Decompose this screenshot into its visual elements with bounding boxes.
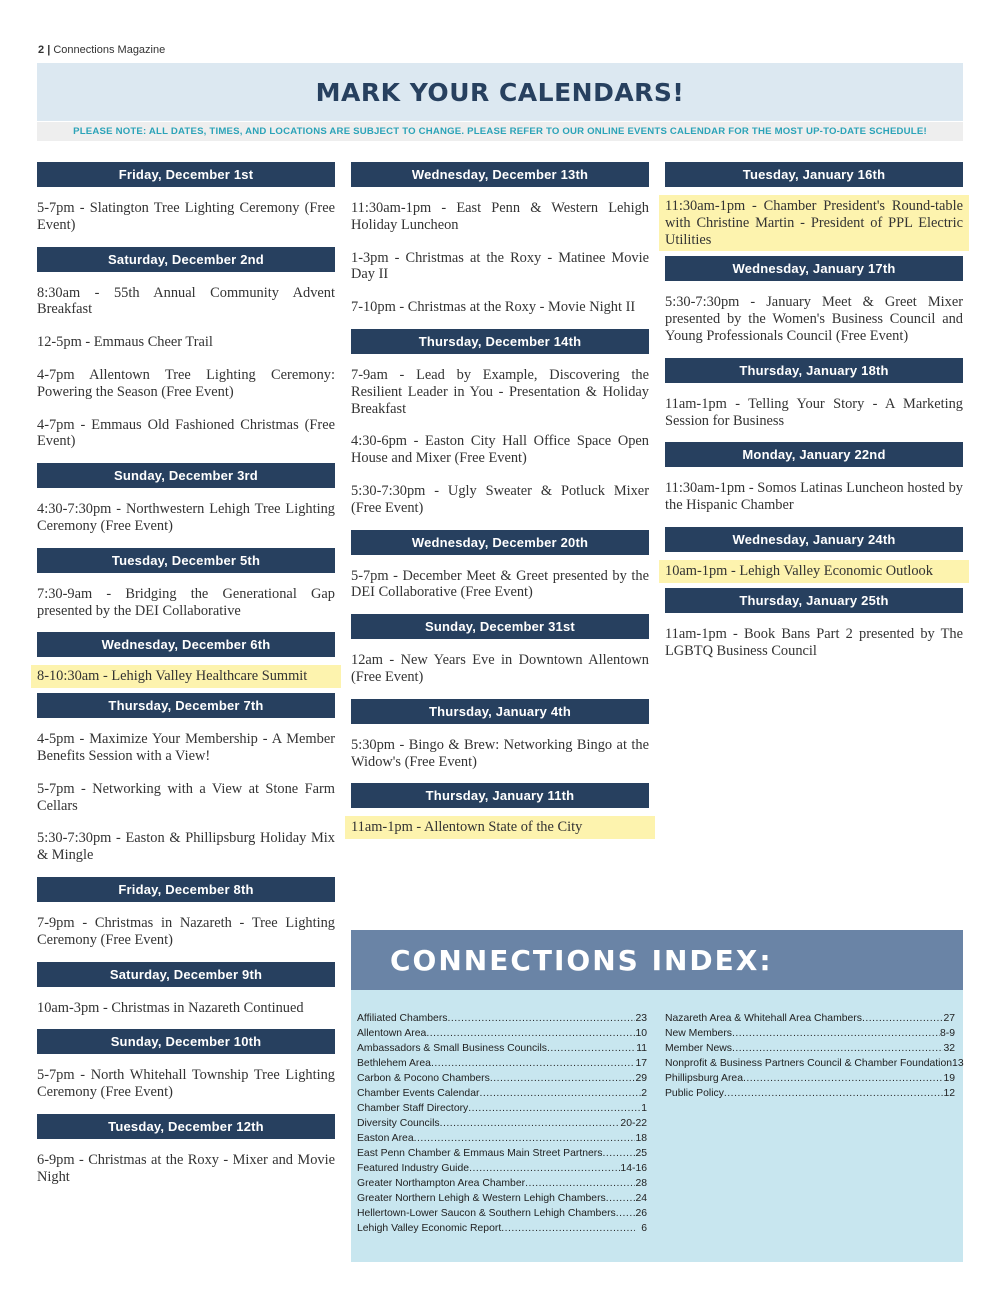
index-entry [357, 1028, 647, 1043]
index-entry [665, 1043, 955, 1058]
day-header: Monday, January 22nd [665, 442, 963, 467]
day-header: Wednesday, December 6th [37, 632, 335, 657]
index-entry-name: Allentown Area [357, 1028, 427, 1039]
index-leader-dots [606, 1193, 636, 1204]
event-item: 5-7pm - Networking with a View at Stone Farm Cellars [37, 780, 335, 814]
day-header: Saturday, December 2nd [37, 247, 335, 272]
event-item: 4:30-7:30pm - Northwestern Lehigh Tree Lighting Ceremony (Free Event) [37, 501, 335, 534]
index-entry-name: Public Policy [665, 1088, 724, 1099]
day-header: Wednesday, January 17th [665, 256, 963, 281]
index-entry-name: Easton Area [357, 1133, 414, 1144]
index-entry-page: 17 [635, 1058, 647, 1069]
index-entry-name: Phillipsburg Area [665, 1073, 743, 1084]
index-entry [357, 1058, 647, 1073]
index-leader-dots [469, 1163, 620, 1174]
page-number: 2 [38, 44, 45, 56]
event-item: 12am - New Years Eve in Downtown Allentown (Free Event) [351, 652, 649, 685]
index-entry-page: 6 [635, 1223, 647, 1234]
index-leader-dots [479, 1088, 641, 1099]
day-header: Thursday, January 4th [351, 699, 649, 724]
schedule-note: PLEASE NOTE: ALL DATES, TIMES, AND LOCATIONS ARE SUBJECT TO CHANGE. PLEASE REFER TO OUR ONLINE EVENTS CALENDAR FOR THE MOST UP-TO-DATE SCHEDULE! [73, 126, 927, 137]
index-entry-name: Carbon & Pocono Chambers [357, 1073, 490, 1084]
index-entry [665, 1013, 955, 1028]
index-entry-name: Chamber Staff Directory [357, 1103, 469, 1114]
index-leader-dots [414, 1133, 636, 1144]
index-entry [357, 1118, 647, 1133]
index-entry [357, 1208, 647, 1223]
calendar-column-1 [37, 162, 335, 1199]
index-leader-dots [547, 1043, 636, 1054]
index-leader-dots [602, 1148, 635, 1159]
index-entry [357, 1088, 647, 1103]
event-item: 7-9am - Lead by Example, Discovering the Resilient Leader in You - Presentation & Holiday Breakfast [351, 366, 649, 417]
day-header: Friday, December 8th [37, 877, 335, 902]
day-header: Thursday, January 25th [665, 588, 963, 613]
highlighted-event: 11:30am-1pm - Chamber President's Round-table with Christine Martin - President of PPL Electric Utilities [659, 195, 969, 251]
day-header: Wednesday, December 13th [351, 162, 649, 187]
event-item: 8:30am - 55th Annual Community Advent Breakfast [37, 284, 335, 318]
day-header: Tuesday, December 12th [37, 1114, 335, 1139]
event-item: 5-7pm - North Whitehall Township Tree Lighting Ceremony (Free Event) [37, 1067, 335, 1101]
index-entry-name: Bethlehem Area [357, 1058, 431, 1069]
index-entry-name: Ambassadors & Small Business Councils [357, 1043, 547, 1054]
calendar-column-2 [351, 162, 649, 844]
page-folio [38, 44, 165, 56]
index-leader-dots [501, 1223, 635, 1234]
index-leader-dots [525, 1178, 635, 1189]
index-entry-name: Lehigh Valley Economic Report [357, 1223, 502, 1234]
day-header: Thursday, January 11th [351, 783, 649, 808]
day-header: Friday, December 1st [37, 162, 335, 187]
day-header: Sunday, December 10th [37, 1029, 335, 1054]
index-entry [665, 1058, 964, 1073]
event-item: 5-7pm - Slatington Tree Lighting Ceremony (Free Event) [37, 200, 335, 233]
index-leader-dots [468, 1103, 641, 1114]
index-entry-page: 14-16 [620, 1163, 647, 1174]
calendar-banner [37, 63, 963, 121]
highlighted-event: 11am-1pm - Allentown State of the City [345, 816, 655, 839]
event-item: 5:30-7:30pm - January Meet & Greet Mixer presented by the Women's Business Council and Young Professionals Council (Free Event) [665, 294, 963, 344]
day-header: Tuesday, December 5th [37, 548, 335, 573]
event-item: 4-5pm - Maximize Your Membership - A Member Benefits Session with a View! [37, 731, 335, 764]
index-entry-name: Nonprofit & Business Partners Council & Chamber Foundation [665, 1058, 953, 1069]
index-leader-dots [732, 1028, 940, 1039]
event-item: 5-7pm - December Meet & Greet presented by the DEI Collaborative (Free Event) [351, 567, 649, 601]
event-item: 5:30-7:30pm - Easton & Phillipsburg Holiday Mix & Mingle [37, 830, 335, 864]
day-header: Wednesday, January 24th [665, 527, 963, 552]
index-header [351, 930, 963, 990]
index-entry [357, 1193, 647, 1208]
index-entry [357, 1043, 647, 1058]
day-header: Thursday, January 18th [665, 358, 963, 383]
index-entry-page: 8-9 [939, 1028, 955, 1039]
index-entry [357, 1163, 647, 1178]
index-entry [357, 1103, 647, 1118]
index-entry-name: Chamber Events Calendar [357, 1088, 480, 1099]
index-leader-dots [440, 1118, 621, 1129]
index-entry-page: 20-22 [620, 1118, 647, 1129]
day-header: Sunday, December 31st [351, 614, 649, 639]
event-item: 11am-1pm - Book Bans Part 2 presented by The LGBTQ Business Council [665, 625, 963, 659]
index-entry [357, 1133, 647, 1148]
day-header: Thursday, December 14th [351, 329, 649, 354]
index-entry-name: New Members [665, 1028, 732, 1039]
index-list-right [665, 1013, 964, 1103]
index-entry-page: 26 [635, 1208, 647, 1219]
event-item: 6-9pm - Christmas at the Roxy - Mixer and Movie Night [37, 1151, 335, 1185]
index-entry-name: Affiliated Chambers [357, 1013, 448, 1024]
index-leader-dots [724, 1088, 944, 1099]
index-entry-page: 29 [635, 1073, 647, 1084]
schedule-note-bar [37, 122, 963, 141]
index-entry-name: Diversity Councils [357, 1118, 440, 1129]
event-item: 5:30pm - Bingo & Brew: Networking Bingo at the Widow's (Free Event) [351, 736, 649, 770]
index-entry [357, 1013, 647, 1028]
page-title: MARK YOUR CALENDARS! [315, 77, 685, 107]
index-entry [357, 1178, 647, 1193]
index-entry-page: 10 [635, 1028, 647, 1039]
index-entry-page: 2 [641, 1088, 647, 1099]
event-item: 7:30-9am - Bridging the Generational Gap presented by the DEI Collaborative [37, 585, 335, 619]
index-entry-page: 19 [943, 1073, 955, 1084]
index-leader-dots [447, 1013, 635, 1024]
index-entry-name: Greater Northern Lehigh & Western Lehigh Chambers [357, 1193, 606, 1204]
index-leader-dots [616, 1208, 636, 1219]
event-item: 12-5pm - Emmaus Cheer Trail [37, 334, 213, 351]
index-entry-page: 18 [635, 1133, 647, 1144]
day-header: Tuesday, January 16th [665, 162, 963, 187]
day-header: Thursday, December 7th [37, 693, 335, 718]
publication-name: Connections Magazine [53, 44, 166, 56]
event-item: 11am-1pm - Telling Your Story - A Marketing Session for Business [665, 395, 963, 429]
day-header: Sunday, December 3rd [37, 463, 335, 488]
index-entry-name: Member News [665, 1043, 732, 1054]
highlighted-event: 10am-1pm - Lehigh Valley Economic Outlook [659, 560, 969, 583]
event-item: 4-7pm Allentown Tree Lighting Ceremony: Powering the Season (Free Event) [37, 366, 335, 400]
index-leader-dots [490, 1073, 636, 1084]
connections-index [351, 930, 963, 1262]
index-entry [665, 1073, 955, 1088]
index-entry-name: Greater Northampton Area Chamber [357, 1178, 526, 1189]
index-leader-dots [862, 1013, 943, 1024]
index-entry [665, 1028, 955, 1043]
index-entry-page: 25 [635, 1148, 647, 1159]
index-title: CONNECTIONS INDEX: [390, 943, 773, 977]
index-entry-page: 23 [635, 1013, 647, 1024]
index-leader-dots [732, 1043, 943, 1054]
index-entry-page: 11 [636, 1043, 647, 1054]
index-entry-page: 28 [635, 1178, 647, 1189]
day-header: Wednesday, December 20th [351, 530, 649, 555]
index-leader-dots [426, 1028, 635, 1039]
event-item: 7-9pm - Christmas in Nazareth - Tree Lighting Ceremony (Free Event) [37, 914, 335, 948]
event-item: 4:30-6pm - Easton City Hall Office Space Open House and Mixer (Free Event) [351, 433, 649, 467]
index-entry-page: 32 [943, 1043, 955, 1054]
index-entry [357, 1148, 647, 1163]
calendar-column-3 [665, 162, 963, 672]
index-list-left [357, 1013, 647, 1238]
index-entry-page: 27 [943, 1013, 955, 1024]
folio-separator: | [47, 44, 51, 56]
index-entry-page: 13 [952, 1058, 964, 1069]
index-entry [357, 1223, 647, 1238]
index-leader-dots [431, 1058, 636, 1069]
index-entry-page: 1 [641, 1103, 647, 1114]
index-leader-dots [743, 1073, 943, 1084]
index-entry-page: 12 [943, 1088, 955, 1099]
event-item: 1-3pm - Christmas at the Roxy - Matinee Movie Day II [351, 249, 649, 283]
index-entry-name: Hellertown-Lower Saucon & Southern Lehigh Chambers [357, 1208, 616, 1219]
event-item: 11:30am-1pm - Somos Latinas Luncheon hosted by the Hispanic Chamber [665, 480, 963, 514]
index-entry [357, 1073, 647, 1088]
event-item: 7-10pm - Christmas at the Roxy - Movie Night II [351, 299, 636, 316]
event-item: 5:30-7:30pm - Ugly Sweater & Potluck Mixer (Free Event) [351, 482, 649, 516]
index-entry-name: Nazareth Area & Whitehall Area Chambers [665, 1013, 862, 1024]
day-header: Saturday, December 9th [37, 962, 335, 987]
index-entry-name: East Penn Chamber & Emmaus Main Street Partners [357, 1148, 603, 1159]
index-entry [665, 1088, 955, 1103]
highlighted-event: 8-10:30am - Lehigh Valley Healthcare Summit [31, 665, 341, 688]
event-item: 10am-3pm - Christmas in Nazareth Continued [37, 999, 304, 1016]
event-item: 11:30am-1pm - East Penn & Western Lehigh Holiday Luncheon [351, 200, 649, 233]
index-entry-page: 24 [635, 1193, 647, 1204]
index-entry-name: Featured Industry Guide [357, 1163, 470, 1174]
event-item: 4-7pm - Emmaus Old Fashioned Christmas (Free Event) [37, 416, 335, 450]
